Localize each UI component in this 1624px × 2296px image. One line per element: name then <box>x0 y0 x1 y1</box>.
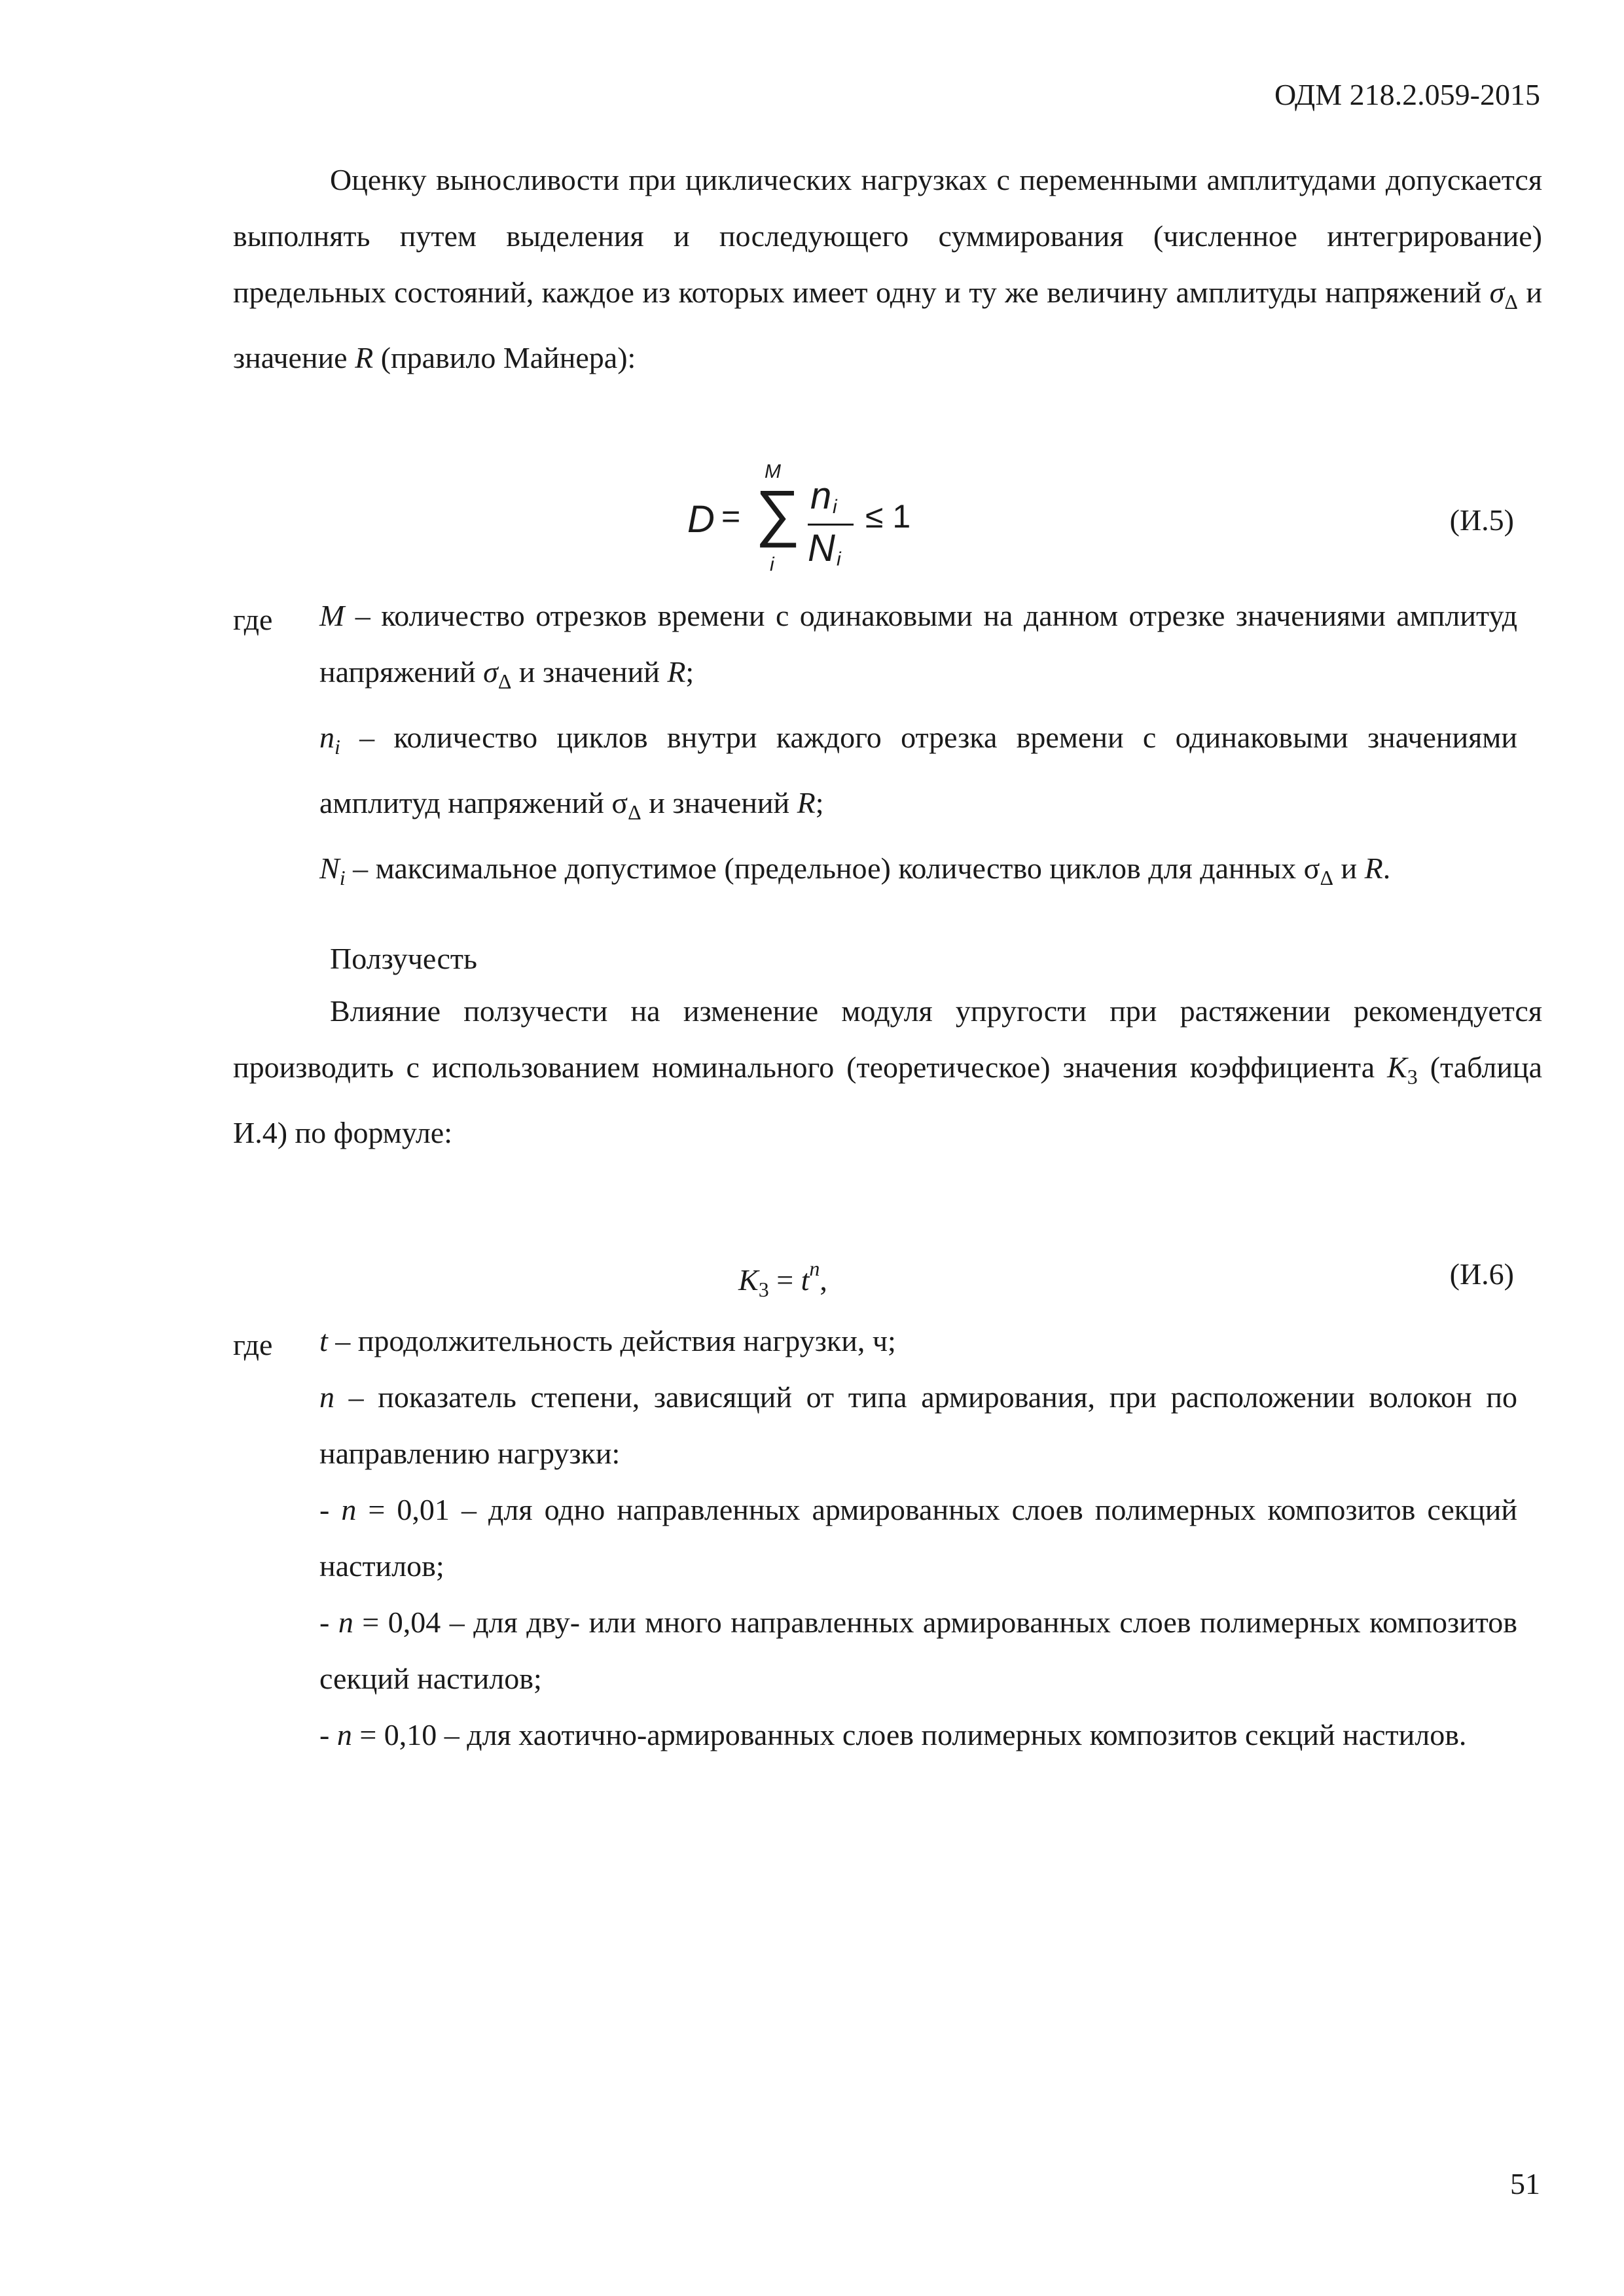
sigma-symbol: σ <box>1489 276 1505 309</box>
section-heading: Ползучесть <box>330 942 477 975</box>
where-item: M – количество отрезков времени с одинаковыми на данном отрезке значениями амплитуд напряжений $\sigma_\Delta$ и значений R; <box>319 599 1517 693</box>
where-list <box>319 1313 1517 1763</box>
where-item: t – продолжительность действия нагрузки, ч; <box>319 1324 896 1357</box>
where-label: где <box>233 1328 273 1361</box>
where-case: - n = 0,10 – для хаотично-армированных слоев полимерных композитов секций настилов. <box>319 1718 1467 1751</box>
document-code: ОДМ 218.2.059-2015 <box>1274 78 1540 111</box>
equation-number: (И.5) <box>1449 503 1514 537</box>
where-item: $n_i$ – количество циклов внутри каждого отрезка времени с одинаковыми значениями амплитуд напряжений $\sigma_\Delta$ и значений R; <box>319 721 1517 824</box>
formula-miner-sum: D = ∑ M i n i N i ≤ 1 <box>687 461 911 575</box>
sum-symbol: ∑ <box>755 478 801 548</box>
page-number: 51 <box>1510 2167 1540 2200</box>
paragraph-miner-rule: Оценку выносливости при циклических нагрузках с переменными амплитудами допускается выполнять путем выделения и последующего суммирования (численное интегрирование) предельных состояний, каждое из которых имеет одну и ту же величину амплитуды напряжений $\sigma_\Delta$ и значение R (правило Майнера): <box>233 163 1542 374</box>
equation-number: (И.6) <box>1449 1257 1514 1291</box>
where-item: $N_i$ – максимальное допустимое (предельное) количество циклов для данных $\sigma_\Delta$ и R. <box>319 852 1391 889</box>
where-case: - n = 0,01 – для одно направленных армированных слоев полимерных композитов секций настилов; <box>319 1493 1517 1583</box>
where-list <box>319 588 1517 906</box>
where-case: - n = 0,04 – для дву- или много направленных армированных слоев полимерных композитов секций настилов; <box>319 1605 1517 1695</box>
fraction-bar <box>808 524 854 526</box>
paragraph-creep: Влияние ползучести на изменение модуля упругости при растяжении рекомендуется производить с использованием номинального (теоретическое) значения коэффициента $K_3$ (таблица И.4) по формуле: <box>233 994 1542 1149</box>
where-label: где <box>233 603 273 636</box>
formula-creep: $K_3 = t^n$, <box>738 1257 827 1301</box>
where-item: n – показатель степени, зависящий от типа армирования, при расположении волокон по направлению нагрузки: <box>319 1380 1517 1470</box>
